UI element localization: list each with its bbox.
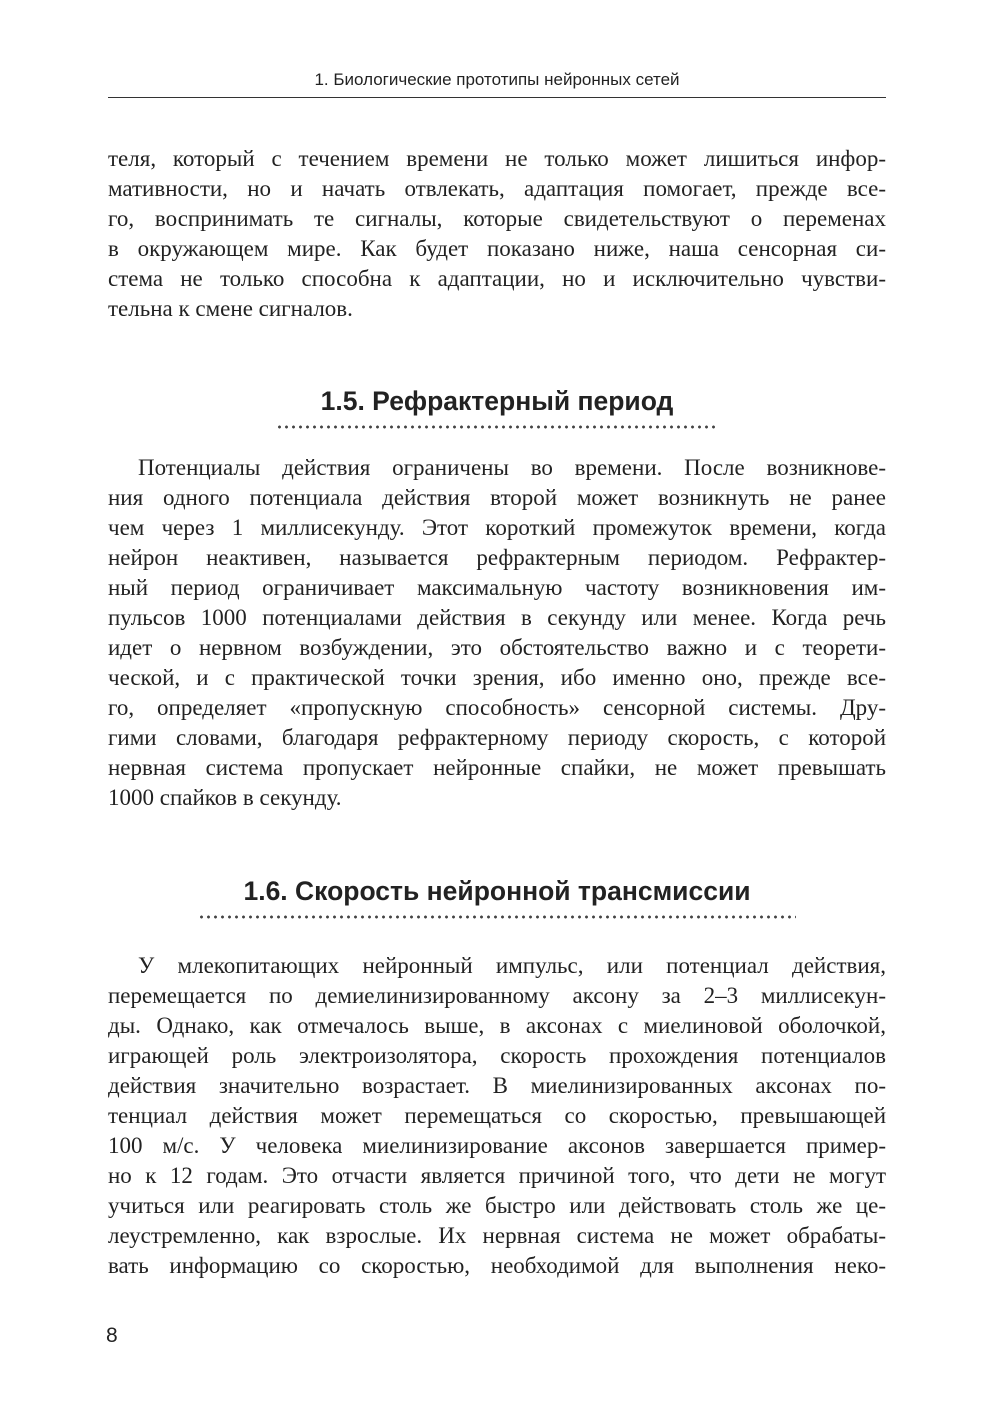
text-line: нервная система пропускает нейронные спайки, не может превышать — [108, 755, 886, 780]
section-title-1-6: 1.6. Скорость нейронной трансмиссии — [243, 876, 751, 906]
text-line: чем через 1 миллисекунду. Этот короткий промежуток времени, когда — [108, 515, 886, 540]
text-line: У млекопитающих нейронный импульс, или потенциал действия, — [138, 953, 886, 978]
text-line: играющей роль электроизолятора, скорость прохождения потенциалов — [108, 1043, 886, 1068]
title-dotted-rule — [276, 425, 717, 429]
text-line: тельна к смене сигналов. — [108, 296, 353, 321]
text-line: тенциал действия может перемещаться со скоростью, превышающей — [108, 1103, 886, 1128]
section-1-5-paragraph — [108, 453, 886, 813]
text-line: пульсов 1000 потенциалами действия в секунду или менее. Когда речь — [108, 605, 886, 630]
text-line: 1000 спайков в секунду. — [108, 785, 342, 810]
text-line: леустремленно, как взрослые. Их нервная система не может обрабаты- — [108, 1223, 886, 1248]
text-line: идет о нервном возбуждении, это обстоятельство важно и с теорети- — [108, 635, 886, 660]
section-1-6-paragraph — [108, 951, 886, 1281]
title-dotted-rule — [198, 915, 796, 919]
text-line: го, воспринимать те сигналы, которые свидетельствуют о переменах — [108, 206, 886, 231]
text-line: ный период ограничивает максимальную частоту возникновения им- — [108, 575, 886, 600]
text-line: в окружающем мире. Как будет показано ниже, наша сенсорная си- — [108, 236, 886, 261]
text-line: учиться или реагировать столь же быстро или действовать столь же це- — [108, 1193, 886, 1218]
text-line: нейрон неактивен, называется рефрактерным периодом. Рефрактер- — [108, 545, 886, 570]
text-line: 100 м/с. У человека миелинизирование аксонов завершается пример- — [108, 1133, 886, 1158]
header-rule — [108, 97, 886, 98]
text-line: вать информацию со скоростью, необходимой для выполнения неко- — [108, 1253, 886, 1278]
page-number: 8 — [106, 1324, 118, 1347]
text-line: го, определяет «пропускную способность» сенсорной системы. Дру- — [108, 695, 886, 720]
text-line: действия значительно возрастает. В миелинизированных аксонах по- — [108, 1073, 886, 1098]
intro-paragraph — [108, 144, 886, 324]
text-line: мативности, но и начать отвлекать, адаптация помогает, прежде все- — [108, 176, 886, 201]
text-line: ния одного потенциала действия второй может возникнуть не ранее — [108, 485, 886, 510]
text-line: но к 12 годам. Это отчасти является причиной того, что дети не могут — [108, 1163, 886, 1188]
text-line: Потенциалы действия ограничены во времени. После возникнове- — [138, 455, 886, 480]
section-title-1-5: 1.5. Рефрактерный период — [320, 386, 674, 416]
text-line: перемещается по демиелинизированному аксону за 2–3 миллисекун- — [108, 983, 886, 1008]
text-line: стема не только способна к адаптации, но и исключительно чувстви- — [108, 266, 886, 291]
text-line: ды. Однако, как отмечалось выше, в аксонах с миелиновой оболочкой, — [108, 1013, 886, 1038]
running-header: 1. Биологические прототипы нейронных сетей — [314, 70, 680, 89]
text-line: гими словами, благодаря рефрактерному периоду скорость, с которой — [108, 725, 886, 750]
text-line: теля, который с течением времени не только может лишиться инфор- — [108, 146, 886, 171]
text-line: ческой, и с практической точки зрения, ибо именно оно, прежде все- — [108, 665, 886, 690]
